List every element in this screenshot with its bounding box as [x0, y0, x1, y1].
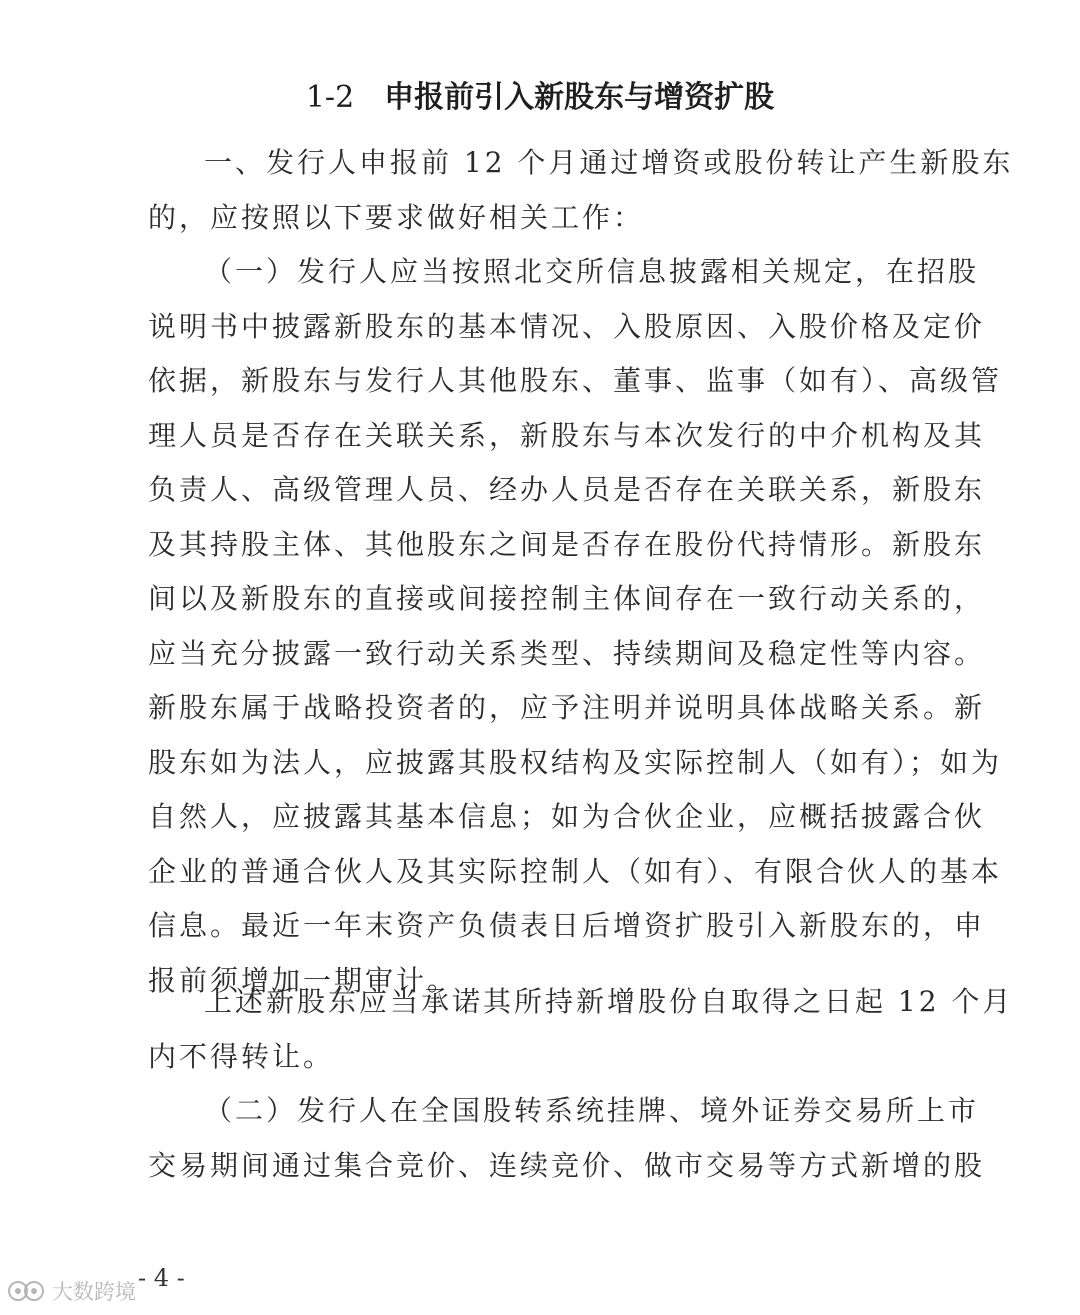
- paragraph-3: [148, 975, 1014, 1084]
- text-line: 上述新股东应当承诺其所持新增股份自取得之日起 12 个月: [204, 985, 1014, 1018]
- text-line: 内不得转让。: [148, 1039, 335, 1073]
- text-line: 自然人，应披露其基本信息；如为合伙企业，应概括披露合伙: [148, 800, 986, 833]
- text-line: 企业的普通合伙人及其实际控制人（如有）、有限合伙人的基本: [148, 854, 1003, 888]
- paragraph-2: [148, 245, 1003, 1008]
- text-line: 负责人、高级管理人员、经办人员是否存在关联关系，新股东: [148, 473, 986, 506]
- text-line: 间以及新股东的直接或间接控制主体间存在一致行动关系的，: [148, 582, 986, 615]
- text-line: 及其持股主体、其他股东之间是否存在股份代持情形。新股东: [148, 527, 986, 561]
- paragraph-1: [148, 136, 1014, 245]
- text-line: 应当充分披露一致行动关系类型、持续期间及稳定性等内容。: [148, 636, 986, 670]
- text-line: 一、发行人申报前 12 个月通过增资或股份转让产生新股东: [204, 146, 1014, 179]
- text-line: （一）发行人应当按照北交所信息披露相关规定，在招股: [204, 255, 980, 288]
- text-line: 交易期间通过集合竞价、连续竞价、做市交易等方式新增的股: [148, 1148, 986, 1182]
- text-line: 信息。最近一年末资产负债表日后增资扩股引入新股东的，申: [148, 909, 986, 942]
- text-line: 说明书中披露新股东的基本情况、入股原因、入股价格及定价: [148, 309, 986, 343]
- page-number: - 4 -: [138, 1264, 185, 1292]
- text-line: 的，应按照以下要求做好相关工作：: [148, 200, 645, 234]
- paragraph-4: [148, 1084, 986, 1193]
- text-line: 新股东属于战略投资者的，应予注明并说明具体战略关系。新: [148, 691, 986, 724]
- text-line: 报前须增加一期审计。: [148, 963, 459, 997]
- section-heading: [0, 72, 1080, 116]
- watermark-logo-icon: [4, 1278, 48, 1304]
- text-line: （二）发行人在全国股转系统挂牌、境外证券交易所上市: [204, 1094, 980, 1127]
- section-title: 申报前引入新股东与增资扩股: [384, 80, 775, 115]
- watermark: [4, 1276, 136, 1306]
- text-line: 股东如为法人，应披露其股权结构及实际控制人（如有）；如为: [148, 745, 1003, 779]
- text-line: 依据，新股东与发行人其他股东、董事、监事（如有）、高级管: [148, 364, 1003, 397]
- watermark-text: 大数跨境: [52, 1280, 136, 1304]
- text-line: 理人员是否存在关联关系，新股东与本次发行的中介机构及其: [148, 418, 986, 452]
- section-number: 1-2: [305, 80, 355, 115]
